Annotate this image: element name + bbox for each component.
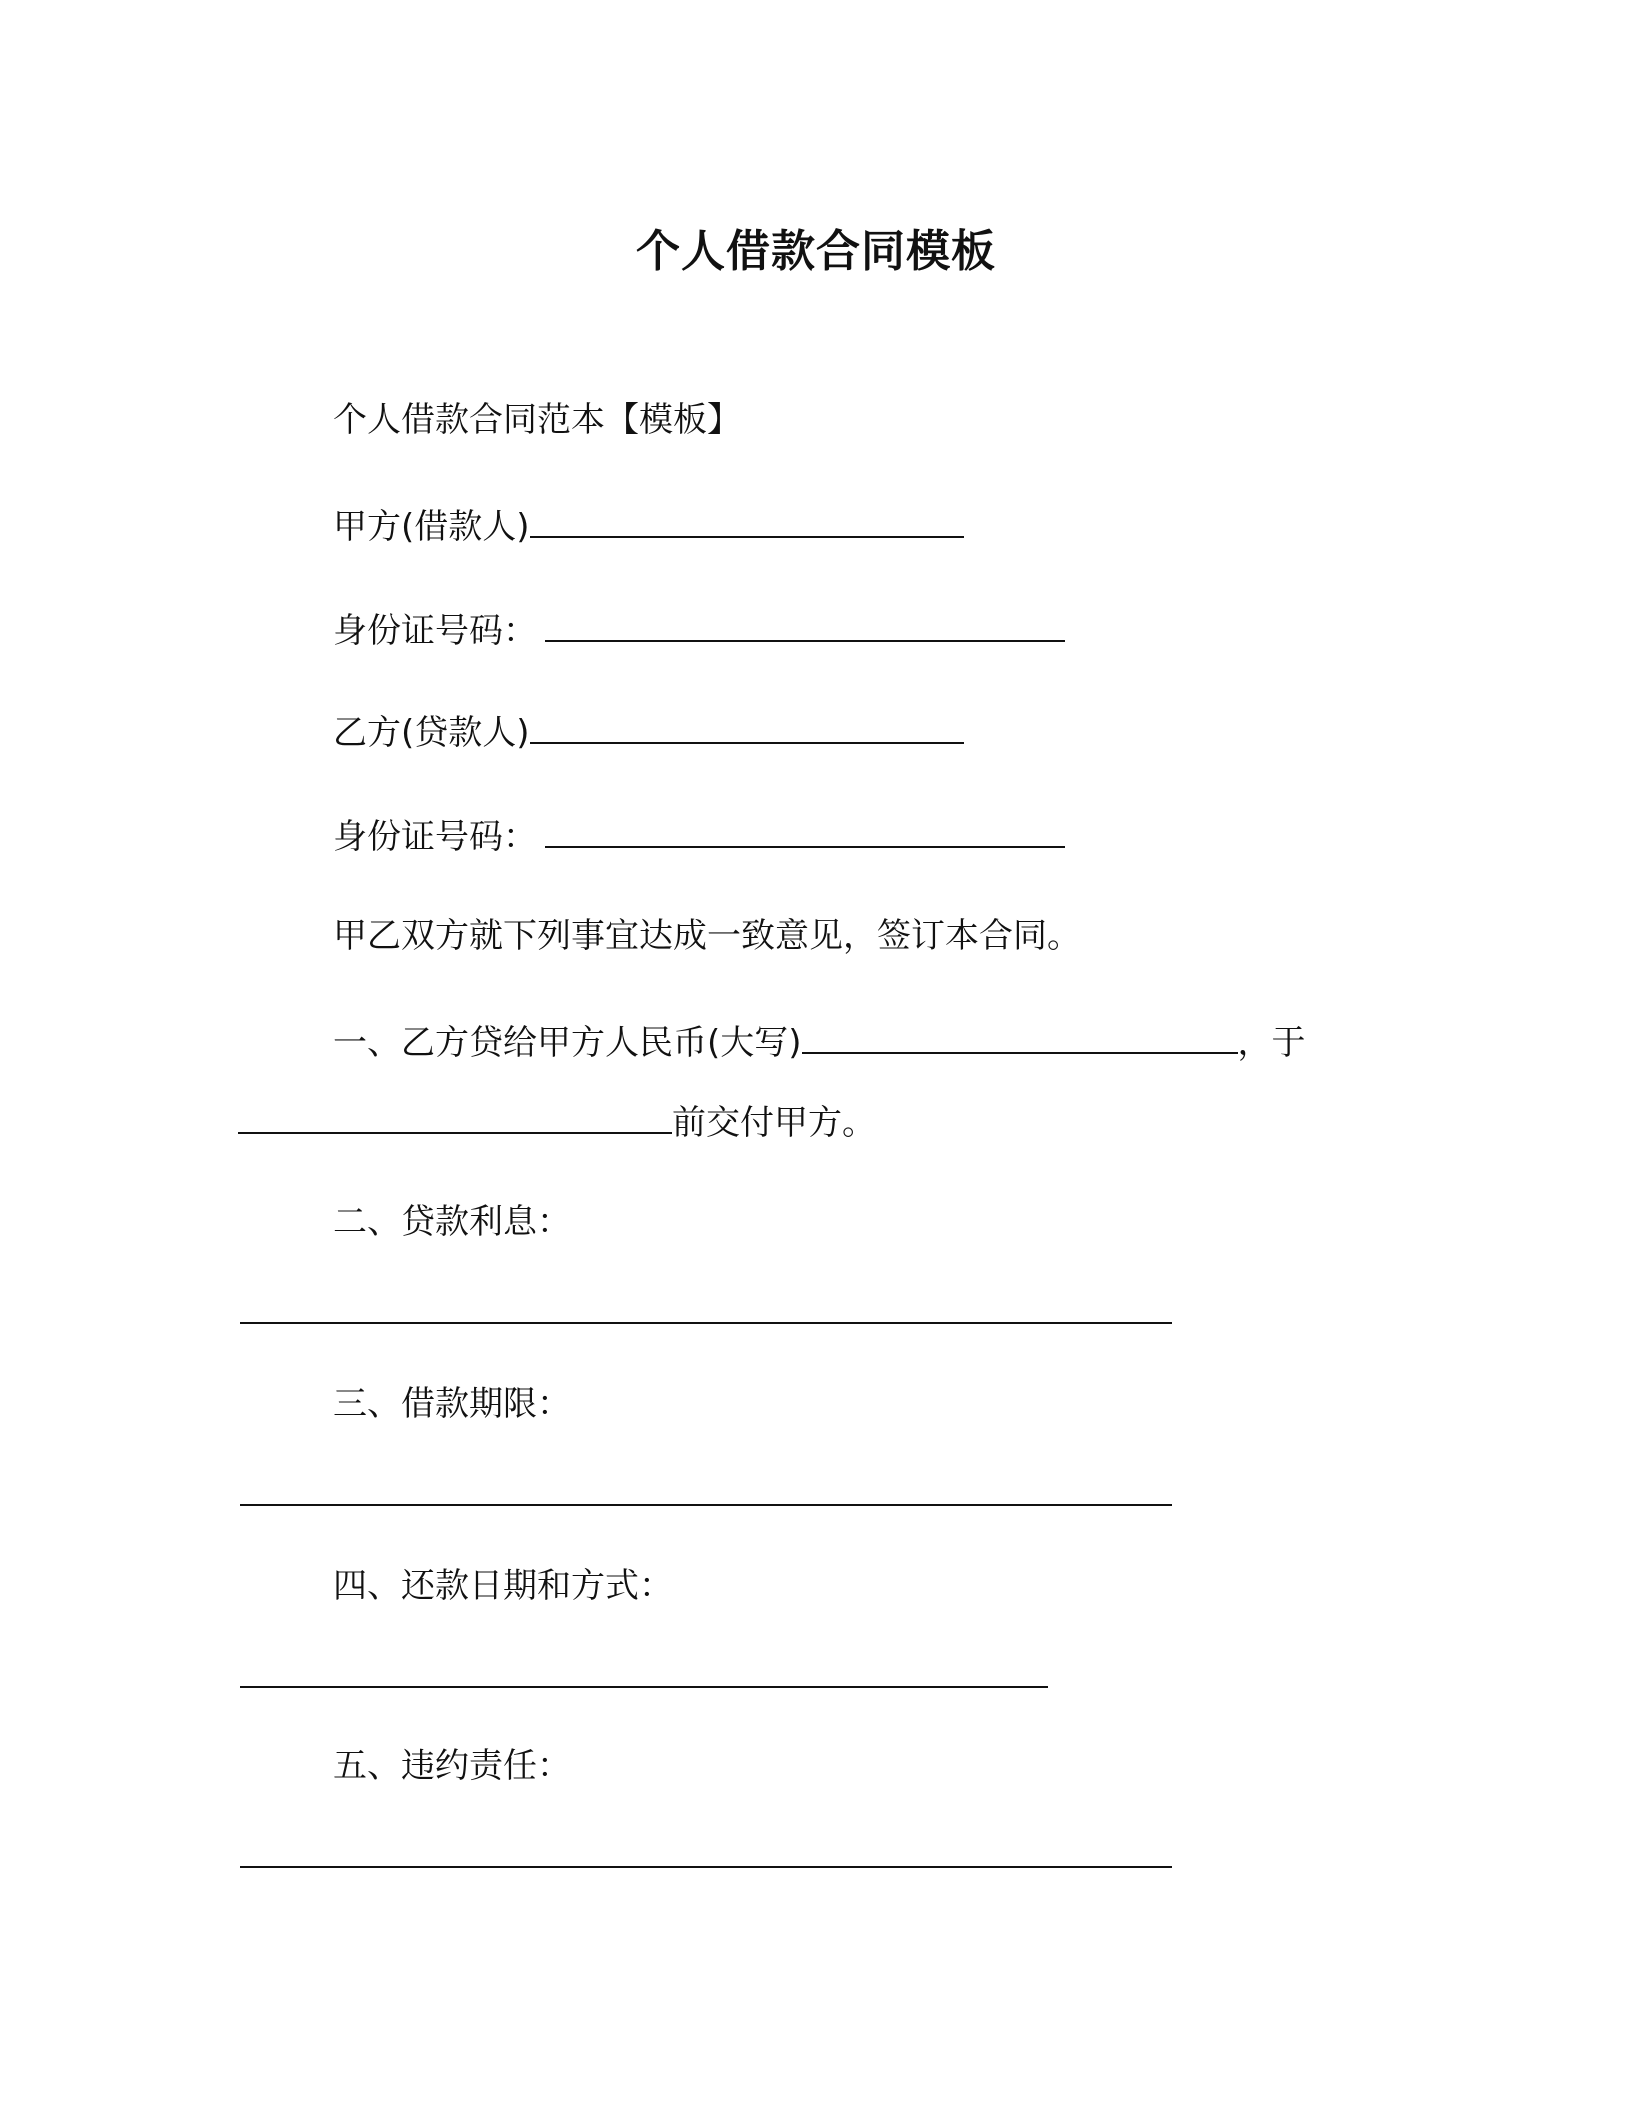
clause2-title-line — [333, 1200, 571, 1244]
id-label-b: 身份证号码： — [333, 817, 537, 857]
page-title: 个人借款合同模板 — [636, 226, 996, 277]
clause1-mid: ，于 — [1237, 1023, 1306, 1063]
clause3-rule — [240, 1504, 1172, 1506]
clause2-rule — [240, 1322, 1172, 1324]
clause4-rule — [240, 1686, 1048, 1688]
clause5-title: 五、违约责任： — [333, 1746, 571, 1786]
clause1-suffix: 前交付甲方。 — [672, 1103, 876, 1143]
party-b-label: 乙方(贷款人) — [333, 713, 530, 753]
amount-blank — [802, 1018, 1238, 1054]
party-a-line — [333, 502, 964, 549]
party-a-blank — [530, 502, 964, 538]
clause4-title-line — [333, 1564, 673, 1608]
clause1-line1 — [333, 1018, 1306, 1065]
clause4-title: 四、还款日期和方式： — [333, 1566, 673, 1606]
clause1-prefix: 一、乙方贷给甲方人民币(大写) — [333, 1023, 802, 1063]
agreement-line — [333, 914, 1081, 958]
agreement-text: 甲乙双方就下列事宜达成一致意见，签订本合同。 — [333, 916, 1081, 956]
clause5-title-line — [333, 1744, 571, 1788]
id-blank-b — [545, 812, 1065, 848]
party-b-blank — [530, 708, 964, 744]
clause3-title: 三、借款期限： — [333, 1384, 571, 1424]
subtitle-text: 个人借款合同范本【模板】 — [333, 400, 741, 440]
party-b-line — [333, 708, 964, 755]
date-blank — [238, 1098, 672, 1134]
party-a-label: 甲方(借款人) — [333, 507, 530, 547]
clause3-title-line — [333, 1382, 571, 1426]
clause2-title: 二、贷款利息： — [333, 1202, 571, 1242]
id-blank-a — [545, 606, 1065, 642]
clause1-line2 — [238, 1098, 876, 1145]
id-line-a — [333, 606, 1065, 653]
id-label-a: 身份证号码： — [333, 611, 537, 651]
clause5-rule — [240, 1866, 1172, 1868]
id-line-b — [333, 812, 1065, 859]
subtitle — [333, 398, 741, 442]
